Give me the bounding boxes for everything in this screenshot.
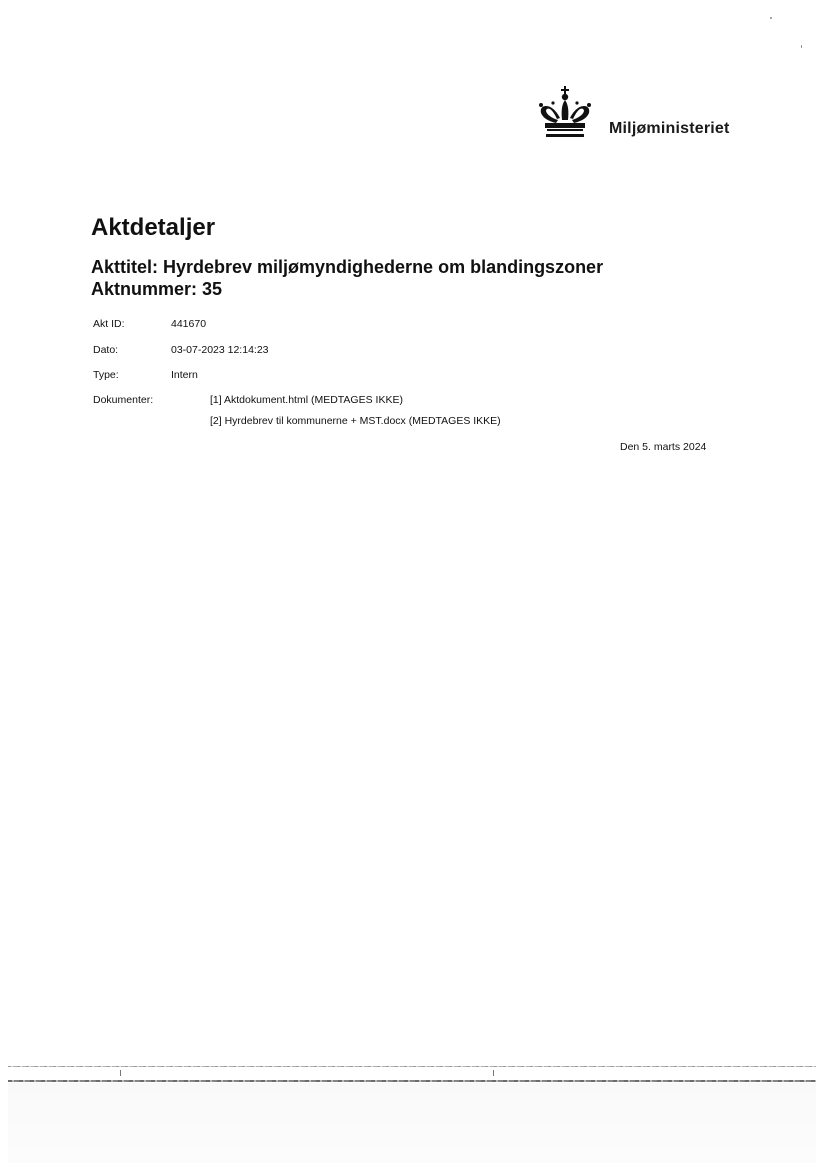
document-list-item: [2] Hyrdebrev til kommunerne + MST.docx (MEDTAGES IKKE) [210,415,501,427]
royal-crown-icon [536,86,594,142]
scan-artifact-tick [493,1070,494,1076]
scan-speck [801,45,802,48]
signature-date: Den 5. marts 2024 [620,441,707,453]
document-title: Akttitel: Hyrdebrev miljømyndighederne om blandingszoner [91,257,604,277]
scan-artifact-tick [120,1070,121,1076]
page-title: Aktdetaljer [91,214,216,241]
scan-artifact-line [8,1080,816,1082]
scan-artifact-band [8,1083,816,1163]
akt-id-label: Akt ID: [93,318,125,330]
type-label: Type: [93,369,119,381]
document-list-item: [1] Aktdokument.html (MEDTAGES IKKE) [210,394,403,406]
dato-value: 03-07-2023 12:14:23 [171,344,269,356]
dato-label: Dato: [93,344,119,356]
dokumenter-label: Dokumenter: [93,394,154,406]
document-number: Aktnummer: 35 [91,279,223,299]
scan-speck [770,17,772,19]
ministry-logo [536,86,736,142]
scan-artifact-line [8,1066,816,1067]
akt-id-value: 441670 [171,318,207,330]
ministry-name: Miljøministeriet [609,120,730,137]
type-value: Intern [171,369,198,381]
